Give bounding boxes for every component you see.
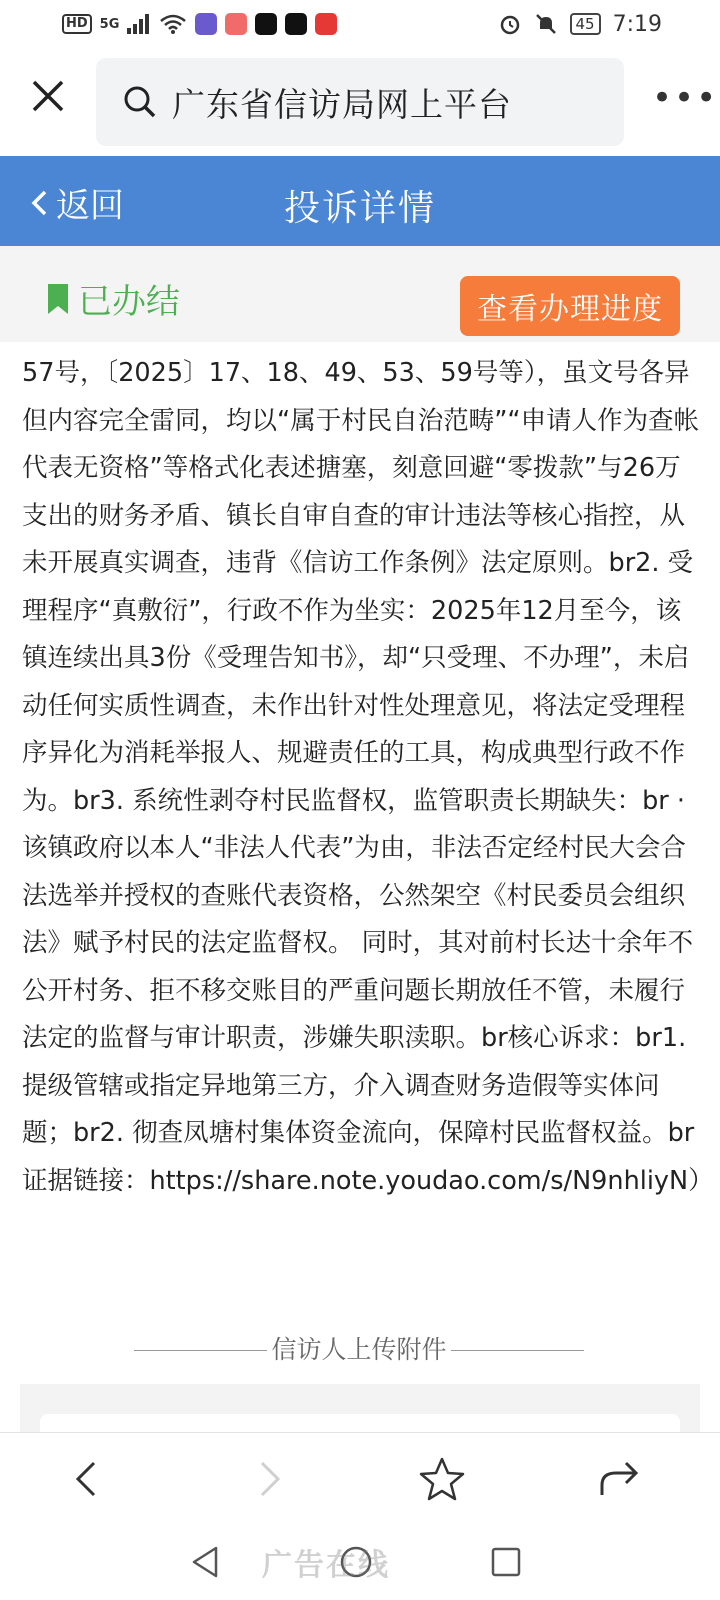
battery-indicator: 45 xyxy=(570,13,601,35)
page-title: 投诉详情 xyxy=(283,188,436,229)
browser-address-row xyxy=(0,48,720,156)
search-input[interactable] xyxy=(96,58,624,146)
status-bar xyxy=(0,0,720,48)
status-bar-left xyxy=(62,13,498,35)
mute-icon xyxy=(534,12,558,36)
nav-recents-icon[interactable] xyxy=(486,1542,526,1582)
attachments-divider xyxy=(134,1330,584,1366)
app-notification-icon xyxy=(225,13,247,35)
forward-arrow-icon[interactable] xyxy=(244,1455,292,1503)
watermark-logo: 广告在线 xyxy=(262,1548,390,1583)
status-bar-right xyxy=(498,12,663,37)
status-label: 已办结 xyxy=(78,282,180,322)
search-query: 广东省信访局网上平台 xyxy=(172,84,512,124)
view-progress-button[interactable]: 查看办理进度 xyxy=(460,276,680,336)
bookmark-icon xyxy=(46,282,70,316)
page-header xyxy=(0,156,720,246)
back-arrow-icon[interactable] xyxy=(64,1455,112,1503)
close-icon[interactable] xyxy=(28,76,68,116)
complaint-content: 57号，〔2025〕17、18、49、53、59号等），虽文号各异但内容完全雷同，均以“属于村民自治范畴”“申请人作为查帐代表无资格”等格式化表述搪塞，刻意回避“零拨款”与26万支出的财务矛盾、镇长自审自查的审计违法等核心指控，从未开展真实调查，违背《信访工作条例》法定原则。br2. 受理程序“真敷衍”，行政不作为坐实：2025年12月至今，该镇连续出具3份《受理告知书》，却“只受理、不办理”，未启动任何实质性调查，未作出针对性处理意见，将法定受理程序异化为消耗举报人、规避责任的工具，构成典型行政不作为。br3. 系统性剥夺村民监督权，监管职责长期缺失：br · 该镇政府以本人“非法人代表”为由，非法否定经村民大会合法选举并授权的查账代表资格，公然架空《村民委员会组织法》赋予村民的法定监督权。 同时，其对前村长达十余年不公开村务、拒不移交账目的严重问题长期放任不管，未履行法定的监督与审计职责，涉嫌失职渎职。br核心诉求：br1. 提级管辖或指定异地第三方，介入调查财务造假等实体问题；br2. 彻查凤塘村集体资金流向，保障村民监督权益。br证据链接：https://share.note.youdao.com/s/N9nhliyN） xyxy=(22,358,714,1196)
network-type: 5G xyxy=(99,16,120,32)
wifi-icon xyxy=(159,14,187,34)
attachments-title: 信访人上传附件 xyxy=(134,1330,584,1366)
back-label: 返回 xyxy=(56,186,124,226)
tiktok-icon xyxy=(255,13,277,35)
share-icon[interactable] xyxy=(596,1455,644,1503)
clock: 7:19 xyxy=(612,11,662,37)
star-icon[interactable] xyxy=(418,1455,466,1503)
alarm-icon xyxy=(498,12,522,36)
status-badge xyxy=(46,274,180,323)
app-notification-icon xyxy=(195,13,217,35)
more-menu-icon[interactable]: ••• xyxy=(652,78,719,118)
case-status-row xyxy=(0,246,720,342)
signal-icon xyxy=(127,14,151,34)
tiktok-icon xyxy=(285,13,307,35)
search-icon xyxy=(122,84,158,120)
nav-back-icon[interactable] xyxy=(186,1542,226,1582)
browser-toolbar xyxy=(0,1432,720,1522)
app-notification-icon xyxy=(315,13,337,35)
hd-indicator: HD xyxy=(62,14,92,34)
